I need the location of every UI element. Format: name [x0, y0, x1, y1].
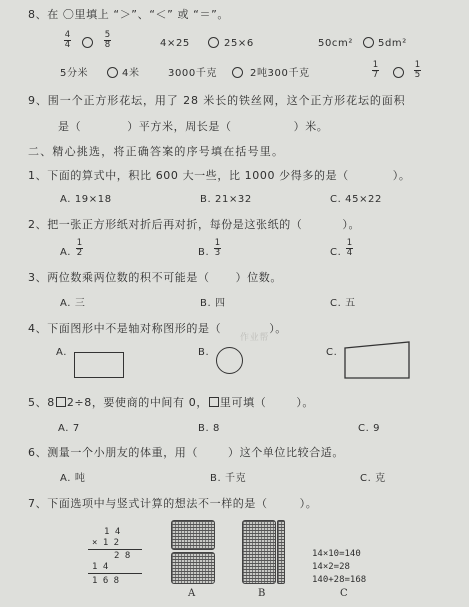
expr-3000kg: 3000千克	[168, 68, 218, 79]
c5-option-a[interactable]: A. 7	[58, 423, 80, 434]
expr-2t300kg: 2吨300千克	[250, 68, 310, 79]
c4-option-a[interactable]: A.	[56, 347, 68, 358]
q9-line2: 是（ ）平方米，周长是（ ）米。	[58, 120, 329, 133]
option-c-label[interactable]: C	[340, 588, 348, 599]
vertical-partial-1: 2 8	[114, 551, 131, 561]
fraction-1-7: 1 7	[372, 60, 379, 80]
expr-5dm2: 5dm²	[378, 38, 407, 49]
circle-shape	[216, 347, 243, 374]
trapezoid-shape	[343, 340, 413, 382]
compare-circle[interactable]	[82, 37, 93, 48]
rectangle-shape	[74, 352, 124, 378]
c3-option-c[interactable]: C. 五	[330, 298, 356, 309]
vertical-multiplicand: 1 4	[104, 527, 121, 537]
c1-option-c[interactable]: C. 45×22	[330, 194, 382, 205]
c5-question: 5、8 2÷8，要使商的中间有 0， 里可填（ ）。	[28, 396, 315, 409]
c4-option-c[interactable]: C.	[326, 347, 338, 358]
c5-option-c[interactable]: C. 9	[358, 423, 381, 434]
calc-line-1: 14×10=140	[312, 549, 361, 559]
fraction-1-4: 1 4	[346, 238, 353, 258]
calc-line-2: 14×2=28	[312, 562, 350, 572]
option-a-label[interactable]: A	[188, 588, 196, 599]
dot-grid-b-left	[242, 520, 276, 584]
c1-option-a[interactable]: A. 19×18	[60, 194, 112, 205]
c3-option-b[interactable]: B. 四	[200, 298, 226, 309]
calc-line-3: 140+28=168	[312, 575, 367, 585]
compare-circle[interactable]	[107, 67, 118, 78]
c1-question: 1、下面的算式中，积比 600 大一些，比 1000 少得多的是（ ）。	[28, 169, 411, 182]
c2-option-c[interactable]: C.	[330, 247, 342, 258]
fraction-1-3: 1 3	[214, 238, 221, 258]
c7-question: 7、下面选项中与竖式计算的想法不一样的是（ ）。	[28, 497, 318, 510]
expr-4x25: 4×25	[160, 38, 190, 49]
c6-option-b[interactable]: B. 千克	[210, 473, 247, 484]
c1-option-b[interactable]: B. 21×32	[200, 194, 252, 205]
c3-question: 3、两位数乘两位数的积不可能是（ ）位数。	[28, 271, 283, 284]
expr-5dm: 5分米	[60, 68, 89, 79]
c5-option-b[interactable]: B. 8	[198, 423, 220, 434]
c4-option-b[interactable]: B.	[198, 347, 210, 358]
expr-4m: 4米	[122, 68, 140, 79]
fraction-5-8: 5 8	[104, 30, 111, 50]
fraction-1-2: 1 2	[76, 238, 83, 258]
q9-line1: 9、围一个正方形花坛，用了 28 米长的铁丝网，这个正方形花坛的面积	[28, 94, 406, 107]
compare-circle[interactable]	[363, 37, 374, 48]
c3-option-a[interactable]: A. 三	[60, 298, 86, 309]
dot-grid-b-right	[277, 520, 285, 584]
c2-option-b[interactable]: B.	[198, 247, 210, 258]
vertical-product: 1 6 8	[92, 576, 120, 586]
c6-option-c[interactable]: C. 克	[360, 473, 386, 484]
fraction-1-5: 1 5	[414, 60, 421, 80]
dot-grid-a-top	[171, 520, 215, 550]
c4-question: 4、下面图形中不是轴对称图形的是（ ）。	[28, 322, 287, 335]
dot-grid-a-bottom	[171, 552, 215, 584]
compare-circle[interactable]	[208, 37, 219, 48]
vertical-partial-2: 1 4	[92, 562, 109, 572]
fraction-4-4: 4 4	[64, 30, 71, 50]
c6-question: 6、测量一个小朋友的体重，用（ ）这个单位比较合适。	[28, 446, 344, 459]
q8-title: 8、在 〇里填上 “＞”、“＜” 或 “＝”。	[28, 8, 229, 21]
expr-25x6: 25×6	[224, 38, 254, 49]
c6-option-a[interactable]: A. 吨	[60, 473, 86, 484]
section-heading: 二、精心挑选，将正确答案的序号填在括号里。	[28, 145, 285, 158]
compare-circle[interactable]	[232, 67, 243, 78]
option-b-label[interactable]: B	[258, 588, 266, 599]
c2-question: 2、把一张正方形纸对折后再对折，每份是这张纸的（ ）。	[28, 218, 361, 231]
c2-option-a[interactable]: A.	[60, 247, 72, 258]
expr-50cm2: 50cm²	[318, 38, 353, 49]
vertical-line	[88, 573, 142, 574]
vertical-multiplier: × 1 2	[92, 538, 120, 548]
compare-circle[interactable]	[393, 67, 404, 78]
watermark: 作业帮	[240, 333, 269, 343]
